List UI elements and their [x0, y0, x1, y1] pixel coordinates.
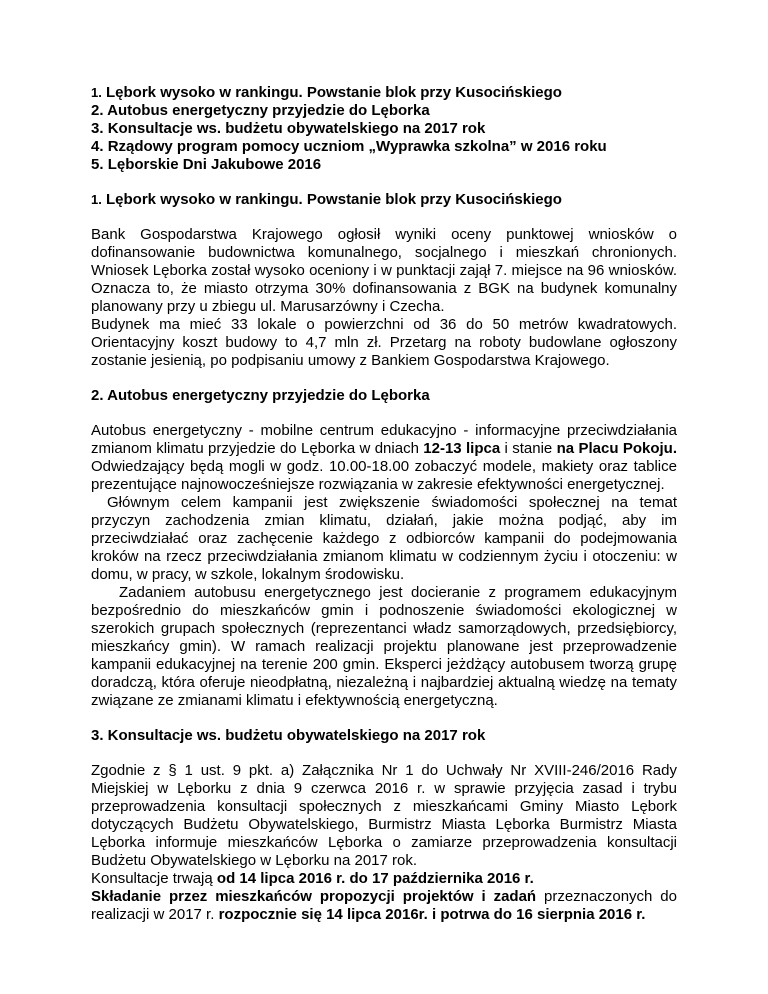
section-2-paragraph: Głównym celem kampanii jest zwiększenie świadomości społecznej na temat przyczyn zachodzenia zmian klimatu, działań, jakie można podjąć, aby im przeciwdziałać oraz zachęcenie każdego z odbiorców kampanii do podejmowania kroków na rzecz przeciwdziałania zmianom klimatu w codziennym życiu i otoczeniu: w domu, w pracy, w szkole, lokalnym środowisku. [91, 494, 677, 583]
toc-item: 2. Autobus energetyczny przyjedzie do Lęborka [91, 102, 430, 119]
toc-item: 1. Lębork wysoko w rankingu. Powstanie blok przy Kusocińskiego [91, 84, 562, 101]
section-2-heading: 2. Autobus energetyczny przyjedzie do Lęborka [91, 387, 430, 404]
section-2-paragraph: Autobus energetyczny - mobilne centrum edukacyjno - informacyjne przeciwdziałania zmianom klimatu przyjedzie do Lęborka w dniach 12-13 lipca i stanie na Placu Pokoju. Odwiedzający będą mogli w godz. 10.00-18.00 zobaczyć modele, makiety oraz tablice prezentujące najnowocześniejsze rozwiązania w zakresie efektywności energetycznej. [91, 422, 678, 493]
toc-item: 4. Rządowy program pomocy uczniom „Wyprawka szkolna” w 2016 roku [91, 138, 607, 155]
toc-item: 5. Lęborskie Dni Jakubowe 2016 [91, 156, 322, 173]
table-of-contents [91, 84, 677, 174]
section-1-paragraph: Budynek ma mieć 33 lokale o powierzchni od 36 do 50 metrów kwadratowych. Orientacyjny koszt budowy to 4,7 mln zł. Przetarg na roboty budowlane ogłoszony zostanie jesienią, po podpisaniu umowy z Bankiem Gospodarstwa Krajowego. [91, 316, 677, 369]
document-page [91, 84, 677, 924]
section-3-paragraph: Zgodnie z § 1 ust. 9 pkt. a) Załącznika Nr 1 do Uchwały Nr XVIII-246/2016 Rady Miejskiej w Lęborku z dnia 9 czerwca 2016 r. w sprawie przyjęcia zasad i trybu przeprowadzenia konsultacji społecznych z mieszkańcami Gminy Miasto Lębork dotyczących Budżetu Obywatelskiego, Burmistrz Miasta Lęborka Burmistrz Miasta Lęborka informuje mieszkańców Lęborka o zamiarze przeprowadzenia konsultacji Budżetu Obywatelskiego w Lęborku na 2017 rok. [91, 762, 677, 869]
section-3-paragraph: Składanie przez mieszkańców propozycji projektów i zadań przeznaczonych do realizacji w 2017 r. rozpocznie się 14 lipca 2016r. i potrwa do 16 sierpnia 2016 r. [91, 888, 677, 923]
section-2-paragraph: Zadaniem autobusu energetycznego jest docieranie z programem edukacyjnym bezpośrednio do mieszkańców gmin i podnoszenie świadomości ekologicznej w szerokich grupach społecznych (reprezentanci władz samorządowych, przedsiębiorcy, mieszkańcy gmin). W ramach realizacji projektu planowane jest przeprowadzenie kampanii edukacyjnej na terenie 200 gmin. Eksperci jeżdżący autobusem tworzą grupę doradczą, która oferuje nieodpłatną, niezależną i najbardziej aktualną wiedzę na tematy związane ze zmianami klimatu i efektywnością energetyczną. [91, 584, 677, 709]
section-3-paragraph: Konsultacje trwają od 14 lipca 2016 r. do 17 października 2016 r. [91, 870, 534, 887]
section-3-heading: 3. Konsultacje ws. budżetu obywatelskiego na 2017 rok [91, 727, 486, 744]
section-1-heading: 1. Lębork wysoko w rankingu. Powstanie blok przy Kusocińskiego [91, 191, 562, 208]
toc-item: 3. Konsultacje ws. budżetu obywatelskiego na 2017 rok [91, 120, 486, 137]
section-1-paragraph: Bank Gospodarstwa Krajowego ogłosił wyniki oceny punktowej wniosków o dofinansowanie budownictwa komunalnego, socjalnego i mieszkań chronionych. Wniosek Lęborka został wysoko oceniony i w punktacji zajął 7. miejsce na 96 wniosków. Oznacza to, że miasto otrzyma 30% dofinansowania z BGK na budynek komunalny planowany przy u zbiegu ul. Marusarzówny i Czecha. [91, 226, 677, 315]
